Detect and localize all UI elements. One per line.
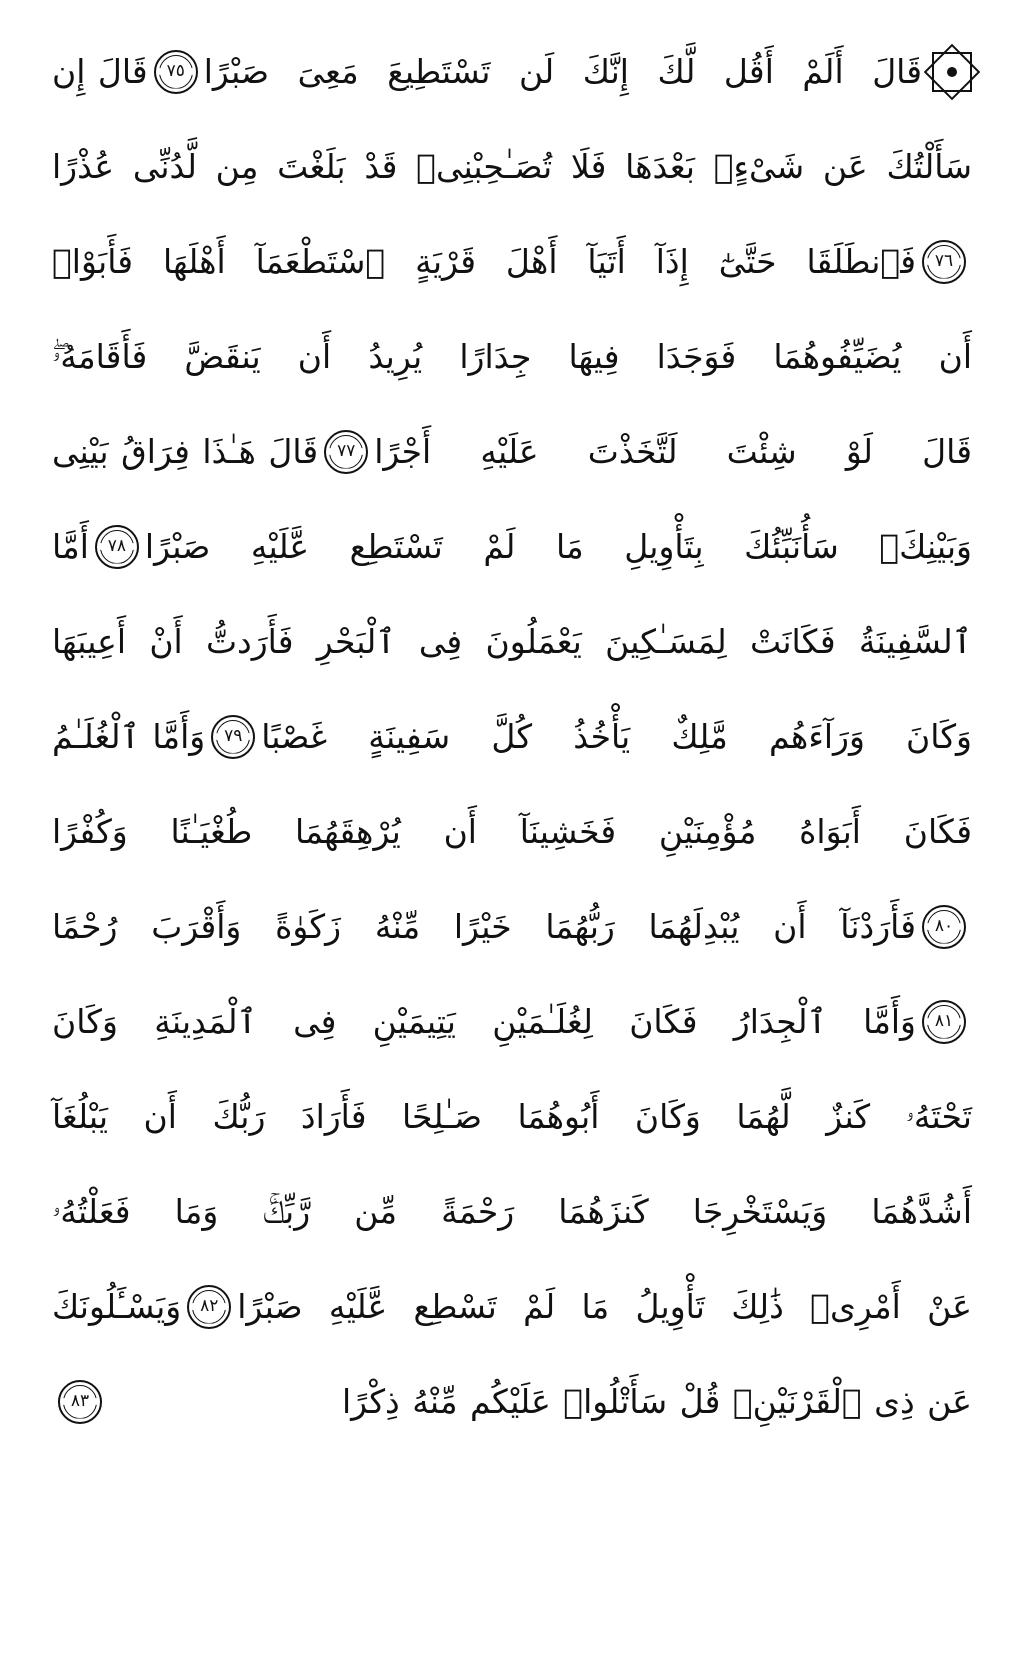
ayah-number-marker: [187, 1285, 231, 1329]
ayah-number-marker: [58, 1380, 102, 1424]
ayah-text: فَأَرَدْنَآ أَن يُبْدِلَهُمَا رَبُّهُمَا خَيْرًا مِّنْهُ زَكَوٰةً وَأَقْرَبَ رُحْمًا: [52, 907, 916, 946]
ayah-number-marker: [922, 905, 966, 949]
ayah-text-tail: وَأَمَّا ٱلْغُلَـٰمُ: [52, 717, 206, 756]
ayah-text: ٱلسَّفِينَةُ فَكَانَتْ لِمَسَـٰكِينَ يَعْمَلُونَ فِى ٱلْبَحْرِ فَأَرَدتُّ أَنْ أَعِيبَهَا: [52, 622, 972, 661]
ayah-number: ٧٩: [224, 726, 243, 746]
text-line: [52, 1164, 972, 1259]
text-line: [52, 404, 972, 499]
ayah-number: ٧٦: [934, 251, 954, 271]
text-line: [52, 974, 972, 1069]
text-line: [52, 309, 972, 404]
ayah-text-tail: قَالَ إِن: [52, 52, 148, 91]
ayah-number: ٧٥: [166, 61, 185, 81]
ayah-number: ٨١: [934, 1011, 954, 1031]
ayah-text-tail: أَمَّا: [52, 527, 89, 566]
ayah-number-marker: [922, 240, 966, 284]
ayah-number-marker: [922, 1000, 966, 1044]
ayah-text-tail: قَالَ هَـٰذَا فِرَاقُ بَيْنِى: [52, 432, 319, 471]
text-line: [52, 499, 972, 594]
ayah-text: قَالَ أَلَمْ أَقُل لَّكَ إِنَّكَ لَن تَسْتَطِيعَ مَعِىَ صَبْرًا: [203, 52, 922, 91]
text-line: [52, 1259, 972, 1354]
ayah-number: ٧٧: [337, 441, 356, 461]
ayah-text: قَالَ لَوْ شِئْتَ لَتَّخَذْتَ عَلَيْهِ أَجْرًا: [374, 432, 972, 471]
ayah-number-marker: [154, 50, 198, 94]
text-line: [52, 1069, 972, 1164]
text-line: [52, 594, 972, 689]
ayah-text: وَأَمَّا ٱلْجِدَارُ فَكَانَ لِغُلَـٰمَيْنِ يَتِيمَيْنِ فِى ٱلْمَدِينَةِ وَكَانَ: [52, 1002, 916, 1041]
ayah-number: ٧٨: [107, 536, 127, 556]
ayah-text: وَكَانَ وَرَآءَهُم مَّلِكٌ يَأْخُذُ كُلَّ سَفِينَةٍ غَصْبًا: [261, 717, 972, 756]
ayah-number-marker: [211, 715, 255, 759]
text-line: [52, 119, 972, 214]
ayah-number: ٨٣: [70, 1391, 90, 1411]
ayah-text: سَأَلْتُكَ عَن شَىْءٍۭ بَعْدَهَا فَلَا تُصَـٰحِبْنِىۖ قَدْ بَلَغْتَ مِن لَّدُنِّى عُذْرًا: [52, 147, 972, 186]
ayah-text-tail: وَيَسْـَٔلُونَكَ: [52, 1287, 182, 1326]
text-line: [52, 784, 972, 879]
ayah-text: أَن يُضَيِّفُوهُمَا فَوَجَدَا فِيهَا جِدَارًا يُرِيدُ أَن يَنقَضَّ فَأَقَامَهُۥۖ: [52, 337, 972, 376]
text-line: [52, 879, 972, 974]
ayah-text: وَبَيْنِكَۚ سَأُنَبِّئُكَ بِتَأْوِيلِ مَا لَمْ تَسْتَطِع عَّلَيْهِ صَبْرًا: [144, 527, 972, 566]
ayah-text: فَٱنطَلَقَا حَتَّىٰٓ إِذَآ أَتَيَآ أَهْلَ قَرْيَةٍ ٱسْتَطْعَمَآ أَهْلَهَا فَأَبَوْا۟: [52, 242, 916, 281]
rosette-ornament-icon: [932, 52, 972, 92]
text-line: [52, 689, 972, 784]
ayah-number: ٨٢: [200, 1296, 219, 1316]
ayah-text: تَحْتَهُۥ كَنزٌ لَّهُمَا وَكَانَ أَبُوهُمَا صَـٰلِحًا فَأَرَادَ رَبُّكَ أَن يَبْلُغَآ: [52, 1097, 972, 1136]
mushaf-text-block: [52, 24, 972, 1449]
ayah-number-marker: [324, 430, 368, 474]
ayah-text: أَشُدَّهُمَا وَيَسْتَخْرِجَا كَنزَهُمَا رَحْمَةً مِّن رَّبِّكَۚ وَمَا فَعَلْتُهُۥ: [52, 1192, 972, 1231]
text-line: [52, 214, 972, 309]
text-line: [52, 1354, 972, 1449]
ayah-text: عَن ذِى ٱلْقَرْنَيْنِۖ قُلْ سَأَتْلُوا۟ عَلَيْكُم مِّنْهُ ذِكْرًا: [341, 1382, 972, 1421]
ayah-text: عَنْ أَمْرِىۚ ذَٰلِكَ تَأْوِيلُ مَا لَمْ تَسْطِع عَّلَيْهِ صَبْرًا: [237, 1287, 972, 1326]
ayah-number: ٨٠: [934, 916, 954, 936]
text-line: [52, 24, 972, 119]
ayah-text: فَكَانَ أَبَوَاهُ مُؤْمِنَيْنِ فَخَشِينَآ أَن يُرْهِقَهُمَا طُغْيَـٰنًا وَكُفْرًا: [52, 812, 972, 851]
ayah-number-marker: [95, 525, 139, 569]
